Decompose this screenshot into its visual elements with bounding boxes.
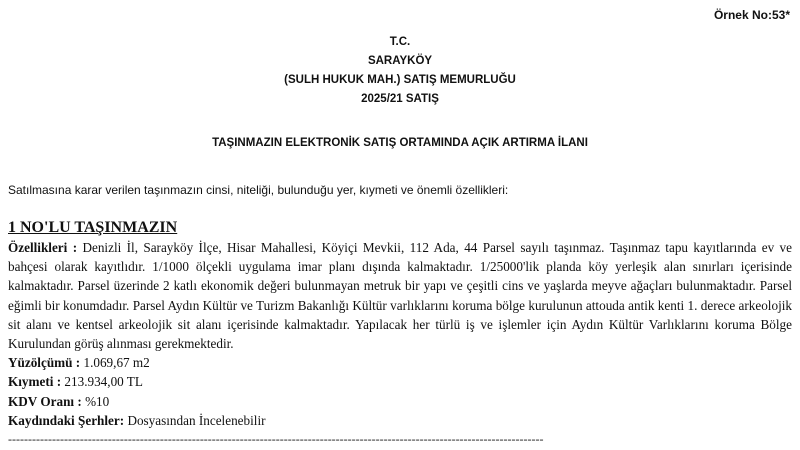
features-label: Özellikleri : bbox=[8, 240, 78, 255]
vat-label: KDV Oranı : bbox=[8, 393, 82, 409]
value-amount: 213.934,00 TL bbox=[61, 374, 143, 390]
restrictions-value: Dosyasından İncelenebilir bbox=[124, 412, 266, 428]
document-header bbox=[0, 33, 800, 109]
vat-value: %10 bbox=[81, 393, 110, 409]
header-file-number: 2025/21 SATIŞ bbox=[361, 93, 439, 105]
restrictions-label: Kaydındaki Şerhler: bbox=[8, 412, 125, 428]
property-section bbox=[8, 218, 792, 448]
section-separator: -------------------------------------------------------------------------------------------------------------------------------------- bbox=[8, 432, 544, 447]
area-label: Yüzölçümü : bbox=[8, 355, 81, 371]
header-republic: T.C. bbox=[389, 36, 411, 48]
notice-title: TAŞINMAZIN ELEKTRONİK SATIŞ ORTAMINDA AÇIK ARTIRMA İLANI bbox=[212, 137, 588, 149]
property-vat bbox=[8, 392, 792, 411]
header-district: SARAYKÖY bbox=[367, 55, 433, 67]
property-restrictions bbox=[8, 411, 792, 430]
property-value bbox=[8, 372, 792, 391]
intro-text: Satılmasına karar verilen taşınmazın cinsi, niteliği, bulunduğu yer, kıymeti ve önemli özellikleri: bbox=[8, 183, 509, 197]
features-text: Denizli İl, Sarayköy İlçe, Hisar Mahallesi, Köyiçi Mevkii, 112 Ada, 44 Parsel sayılı taşınmaz. Taşınmaz tapu kayıtlarında ev ve bahçesi olarak kayıtlıdır. 1/1000 ölçekli uygulama imar planı dışında kalmaktadır. 1/25000'lik planda köy yerleşik alan sınırları içerisinde kalmaktadır. Parsel üzerinde 2 katlı ekonomik değeri bulunmayan metruk bir yapı ve çeşitli cins ve yaşlarda meyve ağaçları bulunmaktadır. Parsel eğimli bir konumdadır. Parsel Aydın Kültür ve Turizm Bakanlığı Kültür varlıklarını koruma bölge kurulunun attouda antik kenti 1. derece arkeolojik sit alanı ve kentsel arkeolojik sit alanı içerisinde kalmaktadır. Yapılacak her türlü iş ve işlemler için Aydın Kültür Varlıklarını koruma Bölge Kurulundan görüş alınması gerekmektedir. bbox=[8, 240, 792, 352]
example-number: Örnek No:53* bbox=[713, 8, 790, 22]
area-value: 1.069,67 m2 bbox=[80, 355, 150, 371]
value-label: Kıymeti : bbox=[8, 374, 62, 390]
header-office: (SULH HUKUK MAH.) SATIŞ MEMURLUĞU bbox=[284, 74, 516, 86]
property-heading: 1 NO'LU TAŞINMAZIN bbox=[8, 219, 178, 236]
property-features bbox=[8, 238, 792, 353]
property-area bbox=[8, 353, 792, 372]
